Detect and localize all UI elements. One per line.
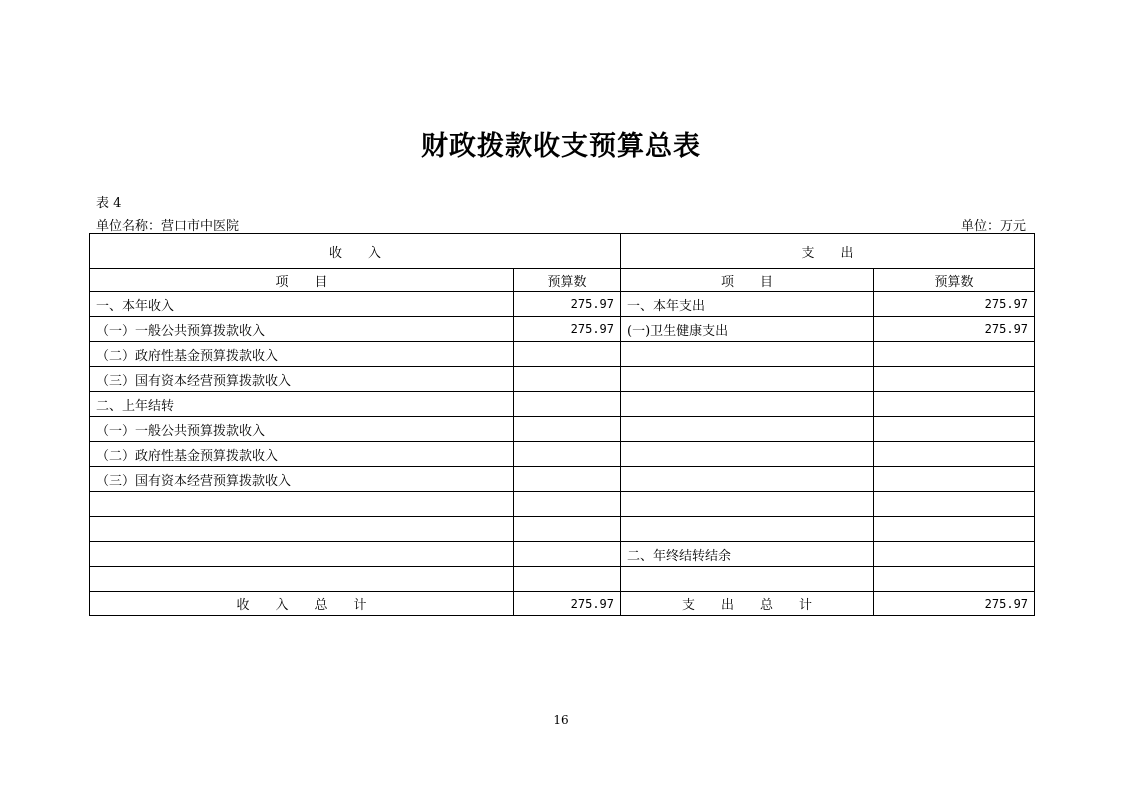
expense-value-cell — [874, 392, 1035, 417]
expense-value-cell — [874, 542, 1035, 567]
income-item-cell: 二、上年结转 — [90, 392, 514, 417]
page-title: 财政拨款收支预算总表 — [421, 131, 701, 162]
expense-item-cell — [621, 467, 874, 492]
income-item-cell: （三）国有资本经营预算拨款收入 — [90, 467, 514, 492]
expense-total-value: 275.97 — [874, 592, 1035, 616]
expense-value-cell — [874, 342, 1035, 367]
table-row — [90, 517, 1035, 542]
page-number: 16 — [553, 713, 569, 727]
expense-item-cell: 一、本年支出 — [621, 292, 874, 317]
income-item-header: 项 目 — [90, 269, 514, 292]
income-total-label: 收 入 总 计 — [90, 592, 514, 616]
income-value-cell: 275.97 — [514, 317, 621, 342]
income-value-cell — [514, 442, 621, 467]
table-number: 表 4 — [96, 196, 122, 211]
expense-item-cell — [621, 492, 874, 517]
income-value-cell — [514, 567, 621, 592]
income-value-cell: 275.97 — [514, 292, 621, 317]
table-row — [90, 542, 1035, 567]
expense-total-label: 支 出 总 计 — [621, 592, 874, 616]
income-value-cell — [514, 342, 621, 367]
table-row — [90, 342, 1035, 367]
income-total-value: 275.97 — [514, 592, 621, 616]
expense-item-cell — [621, 567, 874, 592]
income-value-cell — [514, 392, 621, 417]
expense-item-cell — [621, 442, 874, 467]
table-row — [90, 292, 1035, 317]
income-item-cell — [90, 542, 514, 567]
expense-value-cell: 275.97 — [874, 317, 1035, 342]
expense-section-header: 支 出 — [621, 234, 1035, 269]
expense-value-cell — [874, 417, 1035, 442]
income-value-cell — [514, 367, 621, 392]
unit-label: 单位：万元 — [960, 219, 1026, 234]
expense-item-cell — [621, 342, 874, 367]
expense-item-cell — [621, 417, 874, 442]
income-item-cell — [90, 492, 514, 517]
expense-value-cell — [874, 492, 1035, 517]
table-row — [90, 417, 1035, 442]
section-header-row — [90, 234, 1035, 269]
expense-item-cell: 二、年终结转结余 — [621, 542, 874, 567]
income-section-header: 收 入 — [90, 234, 621, 269]
income-item-cell — [90, 567, 514, 592]
expense-item-header: 项 目 — [621, 269, 874, 292]
expense-value-cell — [874, 467, 1035, 492]
table-row — [90, 442, 1035, 467]
column-header-row — [90, 269, 1035, 292]
income-value-cell — [514, 467, 621, 492]
income-value-cell — [514, 492, 621, 517]
income-item-cell: （二）政府性基金预算拨款收入 — [90, 342, 514, 367]
table-row — [90, 367, 1035, 392]
table-row — [90, 317, 1035, 342]
income-item-cell: 一、本年收入 — [90, 292, 514, 317]
expense-value-cell — [874, 567, 1035, 592]
table-row — [90, 567, 1035, 592]
total-row — [90, 592, 1035, 616]
table-row — [90, 467, 1035, 492]
income-item-cell: （三）国有资本经营预算拨款收入 — [90, 367, 514, 392]
budget-table — [89, 233, 1035, 616]
table-row — [90, 392, 1035, 417]
income-item-cell — [90, 517, 514, 542]
expense-item-cell — [621, 367, 874, 392]
unit-name: 单位名称：营口市中医院 — [96, 219, 240, 234]
expense-value-cell: 275.97 — [874, 292, 1035, 317]
income-item-cell: （一）一般公共预算拨款收入 — [90, 417, 514, 442]
expense-value-cell — [874, 367, 1035, 392]
income-item-cell: （二）政府性基金预算拨款收入 — [90, 442, 514, 467]
expense-value-cell — [874, 517, 1035, 542]
income-value-cell — [514, 517, 621, 542]
expense-budget-header: 预算数 — [874, 269, 1035, 292]
income-budget-header: 预算数 — [514, 269, 621, 292]
income-value-cell — [514, 542, 621, 567]
expense-value-cell — [874, 442, 1035, 467]
income-value-cell — [514, 417, 621, 442]
table-row — [90, 492, 1035, 517]
expense-item-cell — [621, 392, 874, 417]
expense-item-cell: (一)卫生健康支出 — [621, 317, 874, 342]
income-item-cell: （一）一般公共预算拨款收入 — [90, 317, 514, 342]
expense-item-cell — [621, 517, 874, 542]
